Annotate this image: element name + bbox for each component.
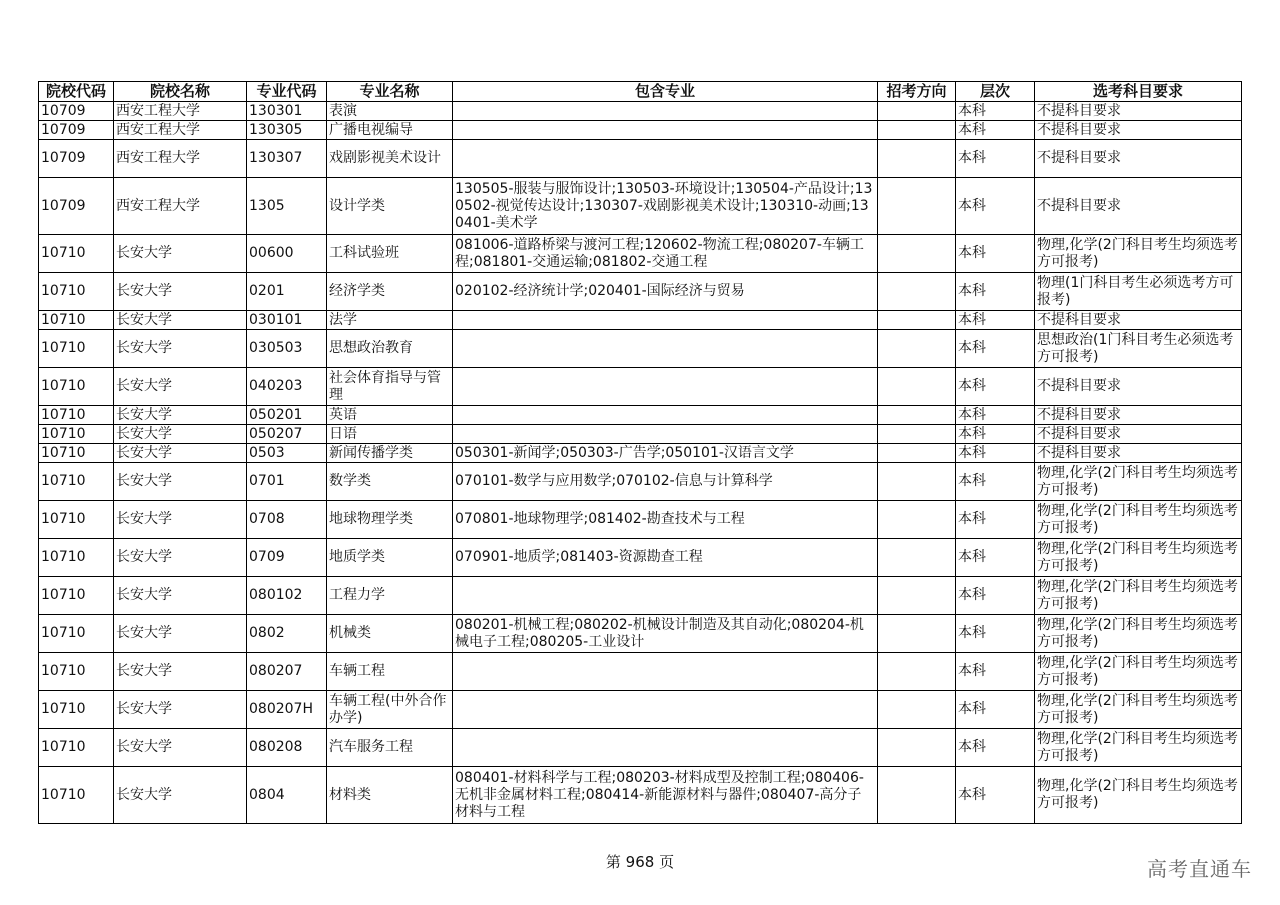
cell-level: 本科 xyxy=(956,653,1035,691)
cell-major-name: 材料类 xyxy=(327,767,453,824)
table-row xyxy=(39,501,1242,539)
cell-subject-requirement: 物理,化学(2门科目考生均须选考方可报考) xyxy=(1035,539,1242,577)
cell-major-name: 思想政治教育 xyxy=(327,330,453,368)
cell-level: 本科 xyxy=(956,140,1035,178)
cell-level: 本科 xyxy=(956,539,1035,577)
cell-direction xyxy=(878,501,956,539)
cell-school-code: 10710 xyxy=(39,425,114,444)
cell-included-majors xyxy=(453,653,878,691)
cell-school-code: 10709 xyxy=(39,140,114,178)
cell-included-majors: 080201-机械工程;080202-机械设计制造及其自动化;080204-机械电子工程;080205-工业设计 xyxy=(453,615,878,653)
cell-subject-requirement: 物理,化学(2门科目考生均须选考方可报考) xyxy=(1035,691,1242,729)
cell-school-name: 长安大学 xyxy=(114,273,247,311)
cell-major-code: 0503 xyxy=(247,444,327,463)
cell-school-name: 长安大学 xyxy=(114,330,247,368)
cell-level: 本科 xyxy=(956,444,1035,463)
header-included-majors: 包含专业 xyxy=(453,82,878,102)
cell-level: 本科 xyxy=(956,406,1035,425)
cell-direction xyxy=(878,273,956,311)
cell-school-name: 长安大学 xyxy=(114,406,247,425)
cell-subject-requirement: 物理,化学(2门科目考生均须选考方可报考) xyxy=(1035,463,1242,501)
table-row xyxy=(39,311,1242,330)
cell-level: 本科 xyxy=(956,729,1035,767)
cell-school-code: 10710 xyxy=(39,368,114,406)
cell-school-name: 长安大学 xyxy=(114,767,247,824)
cell-included-majors: 080401-材料科学与工程;080203-材料成型及控制工程;080406-无机非金属材料工程;080414-新能源材料与器件;080407-高分子材料与工程 xyxy=(453,767,878,824)
cell-subject-requirement: 物理,化学(2门科目考生均须选考方可报考) xyxy=(1035,729,1242,767)
cell-included-majors xyxy=(453,729,878,767)
table-row xyxy=(39,463,1242,501)
cell-school-name: 长安大学 xyxy=(114,653,247,691)
cell-direction xyxy=(878,463,956,501)
cell-school-name: 长安大学 xyxy=(114,368,247,406)
cell-school-code: 10710 xyxy=(39,577,114,615)
cell-major-name: 日语 xyxy=(327,425,453,444)
cell-level: 本科 xyxy=(956,178,1035,235)
cell-direction xyxy=(878,615,956,653)
cell-major-name: 设计学类 xyxy=(327,178,453,235)
cell-major-name: 英语 xyxy=(327,406,453,425)
cell-major-name: 车辆工程 xyxy=(327,653,453,691)
cell-school-name: 西安工程大学 xyxy=(114,178,247,235)
cell-school-name: 长安大学 xyxy=(114,691,247,729)
cell-major-name: 汽车服务工程 xyxy=(327,729,453,767)
cell-subject-requirement: 思想政治(1门科目考生必须选考方可报考) xyxy=(1035,330,1242,368)
cell-direction xyxy=(878,102,956,121)
cell-direction xyxy=(878,235,956,273)
cell-direction xyxy=(878,767,956,824)
cell-subject-requirement: 不提科目要求 xyxy=(1035,368,1242,406)
cell-school-name: 西安工程大学 xyxy=(114,102,247,121)
table-row xyxy=(39,368,1242,406)
cell-major-code: 0802 xyxy=(247,615,327,653)
cell-subject-requirement: 不提科目要求 xyxy=(1035,178,1242,235)
cell-level: 本科 xyxy=(956,501,1035,539)
cell-school-code: 10710 xyxy=(39,691,114,729)
cell-direction xyxy=(878,330,956,368)
cell-major-name: 新闻传播学类 xyxy=(327,444,453,463)
cell-school-code: 10709 xyxy=(39,121,114,140)
cell-level: 本科 xyxy=(956,235,1035,273)
cell-major-name: 地球物理学类 xyxy=(327,501,453,539)
cell-school-name: 长安大学 xyxy=(114,501,247,539)
cell-included-majors: 070901-地质学;081403-资源勘查工程 xyxy=(453,539,878,577)
cell-direction xyxy=(878,368,956,406)
cell-school-code: 10710 xyxy=(39,501,114,539)
table-row xyxy=(39,444,1242,463)
cell-direction xyxy=(878,577,956,615)
cell-major-name: 表演 xyxy=(327,102,453,121)
cell-included-majors xyxy=(453,406,878,425)
cell-school-code: 10710 xyxy=(39,729,114,767)
cell-direction xyxy=(878,729,956,767)
cell-major-code: 00600 xyxy=(247,235,327,273)
cell-included-majors xyxy=(453,425,878,444)
cell-major-code: 0709 xyxy=(247,539,327,577)
cell-major-code: 0708 xyxy=(247,501,327,539)
watermark: 高考直通车 xyxy=(1147,857,1252,881)
cell-major-name: 车辆工程(中外合作办学) xyxy=(327,691,453,729)
cell-major-code: 130305 xyxy=(247,121,327,140)
cell-included-majors: 130505-服装与服饰设计;130503-环境设计;130504-产品设计;130502-视觉传达设计;130307-戏剧影视美术设计;130310-动画;130401-美术学 xyxy=(453,178,878,235)
cell-subject-requirement: 物理(1门科目考生必须选考方可报考) xyxy=(1035,273,1242,311)
cell-school-name: 西安工程大学 xyxy=(114,140,247,178)
cell-direction xyxy=(878,653,956,691)
cell-school-name: 长安大学 xyxy=(114,425,247,444)
header-direction: 招考方向 xyxy=(878,82,956,102)
header-subject-requirement: 选考科目要求 xyxy=(1035,82,1242,102)
cell-school-name: 长安大学 xyxy=(114,444,247,463)
cell-school-code: 10710 xyxy=(39,273,114,311)
cell-school-code: 10710 xyxy=(39,539,114,577)
cell-major-code: 080207H xyxy=(247,691,327,729)
cell-subject-requirement: 物理,化学(2门科目考生均须选考方可报考) xyxy=(1035,501,1242,539)
cell-school-code: 10710 xyxy=(39,444,114,463)
header-major-code: 专业代码 xyxy=(247,82,327,102)
header-major-name: 专业名称 xyxy=(327,82,453,102)
cell-level: 本科 xyxy=(956,311,1035,330)
cell-subject-requirement: 物理,化学(2门科目考生均须选考方可报考) xyxy=(1035,235,1242,273)
cell-included-majors xyxy=(453,140,878,178)
cell-direction xyxy=(878,140,956,178)
table-row xyxy=(39,330,1242,368)
cell-major-name: 经济学类 xyxy=(327,273,453,311)
cell-included-majors xyxy=(453,691,878,729)
cell-subject-requirement: 不提科目要求 xyxy=(1035,406,1242,425)
cell-subject-requirement: 不提科目要求 xyxy=(1035,425,1242,444)
cell-subject-requirement: 物理,化学(2门科目考生均须选考方可报考) xyxy=(1035,615,1242,653)
cell-major-name: 机械类 xyxy=(327,615,453,653)
cell-school-name: 西安工程大学 xyxy=(114,121,247,140)
cell-major-code: 130307 xyxy=(247,140,327,178)
cell-included-majors: 070801-地球物理学;081402-勘查技术与工程 xyxy=(453,501,878,539)
cell-major-name: 地质学类 xyxy=(327,539,453,577)
cell-major-code: 0701 xyxy=(247,463,327,501)
cell-school-name: 长安大学 xyxy=(114,235,247,273)
cell-subject-requirement: 物理,化学(2门科目考生均须选考方可报考) xyxy=(1035,577,1242,615)
cell-direction xyxy=(878,539,956,577)
cell-school-code: 10710 xyxy=(39,330,114,368)
cell-level: 本科 xyxy=(956,330,1035,368)
cell-subject-requirement: 物理,化学(2门科目考生均须选考方可报考) xyxy=(1035,767,1242,824)
cell-school-code: 10710 xyxy=(39,653,114,691)
cell-subject-requirement: 不提科目要求 xyxy=(1035,444,1242,463)
cell-direction xyxy=(878,406,956,425)
table-header-row xyxy=(39,82,1242,102)
cell-major-name: 数学类 xyxy=(327,463,453,501)
cell-major-code: 030503 xyxy=(247,330,327,368)
cell-major-name: 工科试验班 xyxy=(327,235,453,273)
cell-school-name: 长安大学 xyxy=(114,311,247,330)
page-number: 第 968 页 xyxy=(605,853,675,871)
cell-included-majors xyxy=(453,577,878,615)
cell-school-code: 10710 xyxy=(39,406,114,425)
cell-school-code: 10710 xyxy=(39,615,114,653)
table-row xyxy=(39,767,1242,824)
header-level: 层次 xyxy=(956,82,1035,102)
cell-direction xyxy=(878,444,956,463)
cell-school-name: 长安大学 xyxy=(114,463,247,501)
cell-major-name: 法学 xyxy=(327,311,453,330)
table-row xyxy=(39,406,1242,425)
cell-subject-requirement: 不提科目要求 xyxy=(1035,121,1242,140)
cell-subject-requirement: 不提科目要求 xyxy=(1035,102,1242,121)
cell-included-majors xyxy=(453,368,878,406)
cell-major-code: 040203 xyxy=(247,368,327,406)
cell-major-name: 社会体育指导与管理 xyxy=(327,368,453,406)
table-row xyxy=(39,539,1242,577)
table-row xyxy=(39,178,1242,235)
cell-included-majors: 020102-经济统计学;020401-国际经济与贸易 xyxy=(453,273,878,311)
cell-major-code: 0201 xyxy=(247,273,327,311)
cell-direction xyxy=(878,691,956,729)
cell-level: 本科 xyxy=(956,577,1035,615)
table-row xyxy=(39,235,1242,273)
cell-included-majors xyxy=(453,102,878,121)
table-row xyxy=(39,729,1242,767)
cell-major-code: 1305 xyxy=(247,178,327,235)
cell-school-code: 10710 xyxy=(39,463,114,501)
table-row xyxy=(39,691,1242,729)
cell-major-name: 广播电视编导 xyxy=(327,121,453,140)
table-row xyxy=(39,425,1242,444)
cell-major-code: 0804 xyxy=(247,767,327,824)
cell-level: 本科 xyxy=(956,273,1035,311)
cell-major-code: 080208 xyxy=(247,729,327,767)
cell-school-code: 10710 xyxy=(39,311,114,330)
cell-included-majors: 070101-数学与应用数学;070102-信息与计算科学 xyxy=(453,463,878,501)
cell-school-code: 10710 xyxy=(39,767,114,824)
cell-level: 本科 xyxy=(956,368,1035,406)
table-row xyxy=(39,273,1242,311)
cell-major-code: 050201 xyxy=(247,406,327,425)
cell-subject-requirement: 物理,化学(2门科目考生均须选考方可报考) xyxy=(1035,653,1242,691)
cell-level: 本科 xyxy=(956,102,1035,121)
cell-major-code: 030101 xyxy=(247,311,327,330)
cell-level: 本科 xyxy=(956,425,1035,444)
cell-level: 本科 xyxy=(956,121,1035,140)
table-row xyxy=(39,102,1242,121)
cell-school-code: 10709 xyxy=(39,102,114,121)
cell-included-majors: 050301-新闻学;050303-广告学;050101-汉语言文学 xyxy=(453,444,878,463)
cell-level: 本科 xyxy=(956,767,1035,824)
table-row xyxy=(39,577,1242,615)
cell-subject-requirement: 不提科目要求 xyxy=(1035,140,1242,178)
table-row xyxy=(39,140,1242,178)
cell-major-name: 戏剧影视美术设计 xyxy=(327,140,453,178)
cell-direction xyxy=(878,425,956,444)
table-row xyxy=(39,615,1242,653)
cell-school-name: 长安大学 xyxy=(114,577,247,615)
cell-included-majors xyxy=(453,330,878,368)
header-school-code: 院校代码 xyxy=(39,82,114,102)
cell-school-code: 10710 xyxy=(39,235,114,273)
cell-level: 本科 xyxy=(956,691,1035,729)
cell-major-code: 080207 xyxy=(247,653,327,691)
table-row xyxy=(39,653,1242,691)
cell-major-code: 130301 xyxy=(247,102,327,121)
cell-direction xyxy=(878,121,956,140)
cell-major-name: 工程力学 xyxy=(327,577,453,615)
cell-included-majors xyxy=(453,121,878,140)
cell-major-code: 050207 xyxy=(247,425,327,444)
cell-level: 本科 xyxy=(956,615,1035,653)
cell-major-code: 080102 xyxy=(247,577,327,615)
cell-included-majors: 081006-道路桥梁与渡河工程;120602-物流工程;080207-车辆工程;081801-交通运输;081802-交通工程 xyxy=(453,235,878,273)
enrollment-table xyxy=(38,81,1242,824)
cell-school-name: 长安大学 xyxy=(114,539,247,577)
cell-subject-requirement: 不提科目要求 xyxy=(1035,311,1242,330)
cell-direction xyxy=(878,178,956,235)
cell-school-code: 10709 xyxy=(39,178,114,235)
cell-included-majors xyxy=(453,311,878,330)
cell-school-name: 长安大学 xyxy=(114,615,247,653)
cell-direction xyxy=(878,311,956,330)
cell-level: 本科 xyxy=(956,463,1035,501)
cell-school-name: 长安大学 xyxy=(114,729,247,767)
table-row xyxy=(39,121,1242,140)
header-school-name: 院校名称 xyxy=(114,82,247,102)
